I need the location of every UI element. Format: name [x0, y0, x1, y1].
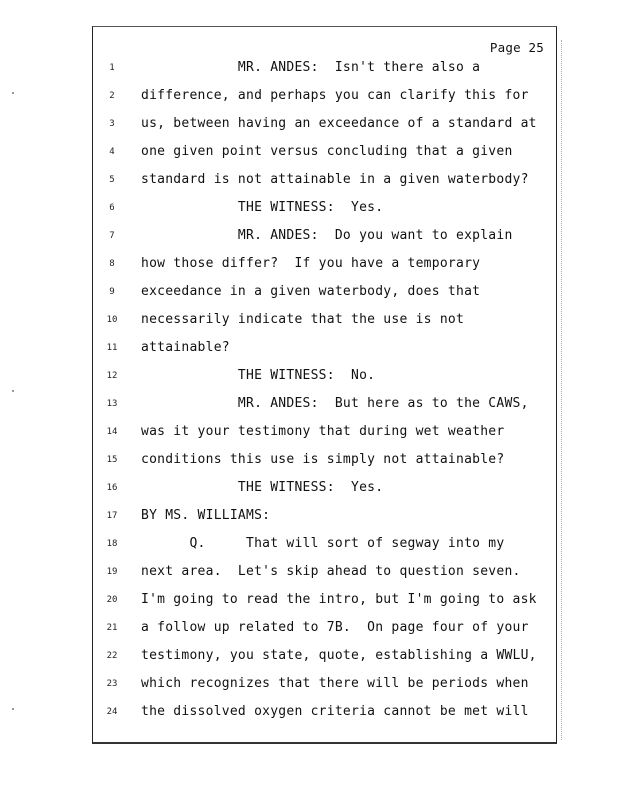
line-number: 13	[106, 399, 118, 409]
transcript-line	[93, 172, 556, 200]
line-number: 16	[106, 483, 118, 493]
transcript-page	[92, 26, 557, 744]
line-number: 15	[106, 455, 118, 465]
line-number: 11	[106, 343, 118, 353]
line-number: 19	[106, 567, 118, 577]
line-number: 20	[106, 595, 118, 605]
line-number: 6	[109, 203, 115, 213]
transcript-line	[93, 508, 556, 536]
line-text: THE WITNESS: Yes.	[141, 480, 384, 495]
transcript-line	[93, 340, 556, 368]
line-number: 7	[109, 231, 115, 241]
transcript-line	[93, 144, 556, 172]
scan-edge-noise	[557, 40, 562, 740]
line-number: 23	[106, 679, 118, 689]
line-number: 2	[109, 91, 115, 101]
line-text: was it your testimony that during wet weather	[141, 424, 505, 439]
scan-speck	[12, 390, 14, 392]
transcript-line	[93, 648, 556, 676]
line-text: MR. ANDES: But here as to the CAWS,	[141, 396, 529, 411]
line-number: 17	[106, 511, 118, 521]
transcript-line	[93, 60, 556, 88]
line-text: exceedance in a given waterbody, does that	[141, 284, 481, 299]
scan-speck	[12, 92, 14, 94]
line-text: Q. That will sort of segway into my	[141, 536, 505, 551]
line-number: 3	[109, 119, 115, 129]
line-number: 5	[109, 175, 115, 185]
transcript-line	[93, 536, 556, 564]
transcript-line	[93, 564, 556, 592]
line-text: us, between having an exceedance of a standard at	[141, 116, 537, 131]
transcript-line	[93, 480, 556, 508]
transcript-line	[93, 256, 556, 284]
line-text: MR. ANDES: Isn't there also a	[141, 60, 481, 75]
line-number: 1	[109, 63, 115, 73]
line-number: 22	[106, 651, 118, 661]
line-text: the dissolved oxygen criteria cannot be met will	[141, 704, 529, 719]
line-number: 4	[109, 147, 115, 157]
transcript-line	[93, 368, 556, 396]
line-text: how those differ? If you have a temporary	[141, 256, 481, 271]
line-text: conditions this use is simply not attainable?	[141, 452, 505, 467]
line-number: 9	[109, 287, 115, 297]
line-text: necessarily indicate that the use is not	[141, 312, 465, 327]
line-number: 21	[106, 623, 118, 633]
line-text: MR. ANDES: Do you want to explain	[141, 228, 513, 243]
transcript-line	[93, 620, 556, 648]
line-text: standard is not attainable in a given waterbody?	[141, 172, 529, 187]
line-text: a follow up related to 7B. On page four of your	[141, 620, 529, 635]
line-text: THE WITNESS: No.	[141, 368, 376, 383]
line-number: 18	[106, 539, 118, 549]
line-text: THE WITNESS: Yes.	[141, 200, 384, 215]
line-text: BY MS. WILLIAMS:	[141, 508, 271, 523]
transcript-line	[93, 424, 556, 452]
line-text: attainable?	[141, 340, 230, 355]
line-number: 14	[106, 427, 118, 437]
transcript-line	[93, 200, 556, 228]
line-number: 8	[109, 259, 115, 269]
line-text: I'm going to read the intro, but I'm going to ask	[141, 592, 537, 607]
transcript-line	[93, 116, 556, 144]
scan-speck	[12, 708, 14, 710]
line-text: difference, and perhaps you can clarify this for	[141, 88, 529, 103]
transcript-line	[93, 704, 556, 732]
transcript-line	[93, 452, 556, 480]
transcript-line	[93, 228, 556, 256]
transcript-line	[93, 312, 556, 340]
transcript-line	[93, 676, 556, 704]
transcript-line	[93, 396, 556, 424]
line-number: 24	[106, 707, 118, 717]
line-text: testimony, you state, quote, establishing a WWLU,	[141, 648, 537, 663]
line-text: next area. Let's skip ahead to question seven.	[141, 564, 521, 579]
line-text: one given point versus concluding that a given	[141, 144, 513, 159]
line-text: which recognizes that there will be periods when	[141, 676, 529, 691]
line-number: 12	[106, 371, 118, 381]
transcript-line	[93, 592, 556, 620]
transcript-line	[93, 284, 556, 312]
line-number: 10	[106, 315, 118, 325]
transcript-line	[93, 88, 556, 116]
page-number: Page 25	[489, 40, 544, 55]
